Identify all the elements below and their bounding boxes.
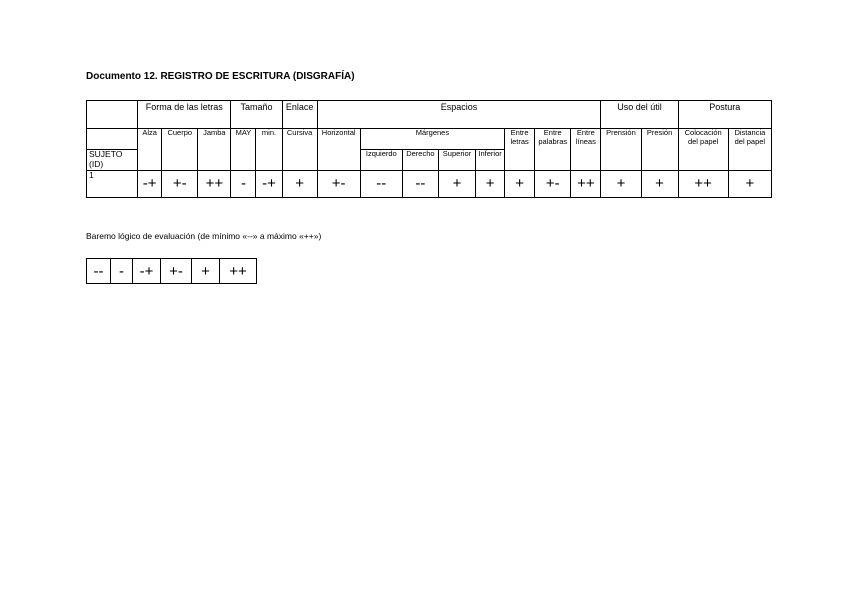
group-uso: Uso del útil [601, 101, 678, 129]
col-alza: Alza [138, 129, 162, 171]
value-izquierdo: -- [360, 170, 402, 197]
col-entre-letras: Entre letras [505, 129, 535, 171]
value-jamba: ++ [198, 170, 231, 197]
value-entre-palabras: +- [535, 170, 571, 197]
group-postura: Postura [678, 101, 771, 129]
col-superior: Superior [438, 150, 475, 171]
baremo-scale-item: + [192, 259, 220, 284]
value-alza: -+ [138, 170, 162, 197]
group-tamano: Tamaño [231, 101, 282, 129]
col-min: min. [256, 129, 282, 171]
value-inferior: + [476, 170, 505, 197]
value-may: - [231, 170, 256, 197]
group-forma: Forma de las letras [138, 101, 231, 129]
baremo-scale-item: -+ [133, 259, 161, 284]
subject-label: SUJETO (ID) [87, 150, 138, 171]
value-cursiva: + [282, 170, 317, 197]
document-title: Documento 12. REGISTRO DE ESCRITURA (DISGRAFÍA) [86, 71, 355, 82]
group-enlace: Enlace [282, 101, 317, 129]
value-superior: + [438, 170, 475, 197]
col-cuerpo: Cuerpo [162, 129, 198, 171]
col-horizontal: Horizontal [317, 129, 360, 171]
value-distancia: + [728, 170, 771, 197]
value-entre-letras: + [505, 170, 535, 197]
value-presion: + [641, 170, 678, 197]
value-min: -+ [256, 170, 282, 197]
baremo-label: Baremo lógico de evaluación (de mínimo «--» a máximo «++») [86, 231, 322, 241]
col-cursiva: Cursiva [282, 129, 317, 171]
col-jamba: Jamba [198, 129, 231, 171]
col-colocacion: Colocación del papel [678, 129, 728, 171]
col-presion: Presión [641, 129, 678, 171]
col-entre-palabras: Entre palabras [535, 129, 571, 171]
writing-record-table [86, 100, 772, 198]
col-prension: Prensión [601, 129, 641, 171]
group-espacios: Espacios [317, 101, 601, 129]
value-horizontal: +- [317, 170, 360, 197]
baremo-scale-item: ++ [220, 259, 257, 284]
subject-id: 1 [87, 170, 138, 197]
blank-header-cell [87, 129, 138, 150]
col-margenes: Márgenes [360, 129, 504, 150]
col-distancia: Distancia del papel [728, 129, 771, 171]
value-derecho: -- [402, 170, 438, 197]
baremo-scale-item: +- [161, 259, 192, 284]
subject-row [87, 170, 772, 197]
baremo-scale-item: -- [87, 259, 111, 284]
col-entre-lineas: Entre líneas [571, 129, 601, 171]
col-inferior: Inferior [476, 150, 505, 171]
col-may: MAY [231, 129, 256, 171]
col-izquierdo: Izquierdo [360, 150, 402, 171]
col-derecho: Derecho [402, 150, 438, 171]
value-entre-lineas: ++ [571, 170, 601, 197]
value-prension: + [601, 170, 641, 197]
value-colocacion: ++ [678, 170, 728, 197]
baremo-scale-item: - [111, 259, 133, 284]
value-cuerpo: +- [162, 170, 198, 197]
baremo-scale-table [86, 258, 257, 284]
corner-cell [87, 101, 138, 129]
